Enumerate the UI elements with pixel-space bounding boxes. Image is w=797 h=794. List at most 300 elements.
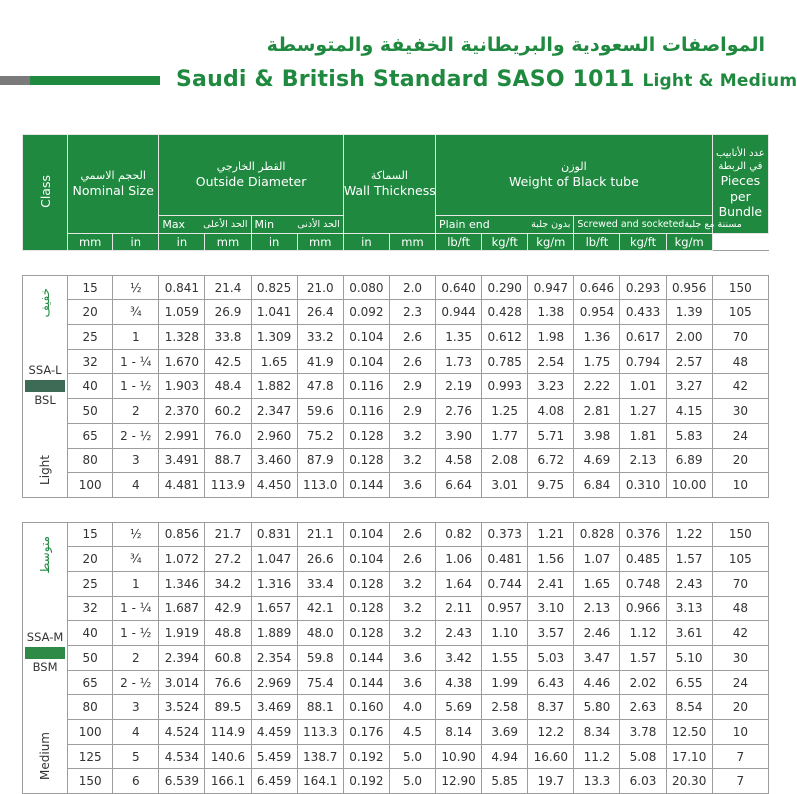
table-cell: ½ (113, 522, 159, 547)
table-cell: 70 (712, 571, 768, 596)
table-cell: 3.491 (159, 448, 205, 473)
table-cell: 60.8 (205, 646, 251, 671)
table-cell: 2.969 (251, 670, 297, 695)
table-cell: 0.966 (620, 596, 666, 621)
table-cell: 47.8 (297, 374, 343, 399)
table-cell: 1.687 (159, 596, 205, 621)
table-cell: 2.991 (159, 423, 205, 448)
table-cell: 6.55 (666, 670, 712, 695)
table-cell: 48 (712, 596, 768, 621)
table-cell: 3.469 (251, 695, 297, 720)
table-cell: 3 (113, 448, 159, 473)
unit-header: mm (68, 234, 113, 251)
table-cell: 2.57 (666, 349, 712, 374)
table-cell: 0.794 (620, 349, 666, 374)
table-cell: 42 (712, 621, 768, 646)
table-cell: 42 (712, 374, 768, 399)
table-cell: 0.748 (620, 571, 666, 596)
table-row (23, 695, 769, 720)
table-cell: 3.524 (159, 695, 205, 720)
table-cell: 100 (68, 473, 113, 498)
table-cell: 65 (68, 670, 113, 695)
unit-header: in (113, 234, 159, 251)
table-cell: 10 (712, 720, 768, 745)
table-cell: 12.90 (436, 769, 482, 794)
table-cell: 1.047 (251, 547, 297, 572)
table-cell: 2 - ½ (113, 670, 159, 695)
table-cell: 0.954 (574, 300, 620, 325)
table-cell: 0.82 (436, 522, 482, 547)
table-cell: 1.35 (436, 325, 482, 350)
table-cell: 30 (712, 399, 768, 424)
table-cell: 0.080 (343, 275, 389, 300)
table-cell: 1.882 (251, 374, 297, 399)
table-cell: 1.903 (159, 374, 205, 399)
table-cell: 48.0 (297, 621, 343, 646)
table-cell: 0.116 (343, 399, 389, 424)
table-cell: 9.75 (528, 473, 574, 498)
table-cell: 1.36 (574, 325, 620, 350)
table-cell: 2.347 (251, 399, 297, 424)
table-header (23, 135, 769, 251)
table-cell: 1.75 (574, 349, 620, 374)
medium-standard-top: SSA-M (26, 629, 64, 644)
title-english-sub: Light & Medium (642, 71, 797, 91)
table-cell: 2.08 (482, 448, 528, 473)
table-cell: 0.092 (343, 300, 389, 325)
table-cell: 5.459 (251, 744, 297, 769)
table-cell: 4.69 (574, 448, 620, 473)
medium-class-english: Medium (38, 732, 53, 781)
table-cell: 1.21 (528, 522, 574, 547)
table-cell: 4.08 (528, 399, 574, 424)
table-cell: 0.956 (666, 275, 712, 300)
table-cell: 5 (113, 744, 159, 769)
table-cell: 0.428 (482, 300, 528, 325)
table-cell: 6.64 (436, 473, 482, 498)
table-cell: 88.1 (297, 695, 343, 720)
weight-header: الوزن Weight of Black tube (436, 135, 713, 216)
table-cell: 1.38 (528, 300, 574, 325)
table-cell: 0.828 (574, 522, 620, 547)
table-cell: 114.9 (205, 720, 251, 745)
table-cell: 26.4 (297, 300, 343, 325)
table-cell: 1.059 (159, 300, 205, 325)
unit-header: in (251, 234, 297, 251)
light-standard-top: SSA-L (28, 363, 62, 378)
table-cell: 42.9 (205, 596, 251, 621)
table-cell: 2.3 (389, 300, 435, 325)
table-cell: 2.58 (482, 695, 528, 720)
table-cell: 15 (68, 522, 113, 547)
table-cell: 0.104 (343, 547, 389, 572)
table-cell: 2.02 (620, 670, 666, 695)
light-class-cell (23, 275, 68, 497)
table-cell: 3.61 (666, 621, 712, 646)
table-cell: 1.10 (482, 621, 528, 646)
table-cell: 2.354 (251, 646, 297, 671)
table-cell: 20 (68, 547, 113, 572)
table-cell: 0.856 (159, 522, 205, 547)
unit-header: lb/ft (436, 234, 482, 251)
table-cell: 0.373 (482, 522, 528, 547)
table-row (23, 473, 769, 498)
table-cell: 150 (68, 769, 113, 794)
table-cell: 1.041 (251, 300, 297, 325)
table-cell: ¾ (113, 547, 159, 572)
table-cell: 15 (68, 275, 113, 300)
table-cell: 1.99 (482, 670, 528, 695)
min-header: Min الحد الأدنى (251, 216, 343, 234)
table-cell: 19.7 (528, 769, 574, 794)
table-row (23, 769, 769, 794)
table-cell: 0.104 (343, 349, 389, 374)
table-cell: 10.90 (436, 744, 482, 769)
table-cell: 88.7 (205, 448, 251, 473)
table-cell: 10 (712, 473, 768, 498)
table-cell: 21.4 (205, 275, 251, 300)
table-cell: 59.6 (297, 399, 343, 424)
table-cell: 1 - ¼ (113, 349, 159, 374)
table-row (23, 423, 769, 448)
table-cell: 89.5 (205, 695, 251, 720)
table-cell: 4.534 (159, 744, 205, 769)
table-cell: 0.481 (482, 547, 528, 572)
table-cell: 2.6 (389, 325, 435, 350)
table-cell: 2.6 (389, 522, 435, 547)
table-cell: 75.4 (297, 670, 343, 695)
table-cell: 6.72 (528, 448, 574, 473)
table-cell: 40 (68, 621, 113, 646)
table-cell: 0.376 (620, 522, 666, 547)
unit-header: in (343, 234, 389, 251)
table-cell: 0.290 (482, 275, 528, 300)
table-cell: 113.3 (297, 720, 343, 745)
light-standard-bottom: BSL (34, 393, 56, 408)
medium-standard (25, 631, 65, 675)
table-cell: 1.346 (159, 571, 205, 596)
table-cell: 4.459 (251, 720, 297, 745)
title-bar-gray (0, 76, 30, 85)
table-cell: 3 (113, 695, 159, 720)
table-cell: 65 (68, 423, 113, 448)
table-cell: 12.50 (666, 720, 712, 745)
table-cell: 20.30 (666, 769, 712, 794)
table-cell: 17.10 (666, 744, 712, 769)
table-cell: 1.57 (666, 547, 712, 572)
specification-table (22, 134, 769, 794)
table-row (23, 325, 769, 350)
table-row (23, 547, 769, 572)
spacer-row (23, 497, 769, 522)
table-cell: 4.450 (251, 473, 297, 498)
table-cell: 1.919 (159, 621, 205, 646)
table-cell: 1.670 (159, 349, 205, 374)
table-cell: 5.85 (482, 769, 528, 794)
table-cell: 5.71 (528, 423, 574, 448)
class-header: Class (23, 135, 68, 251)
table-cell: 1.657 (251, 596, 297, 621)
table-cell: 33.4 (297, 571, 343, 596)
table-cell: 5.03 (528, 646, 574, 671)
table-cell: 1.01 (620, 374, 666, 399)
table-cell: 2 (113, 399, 159, 424)
table-cell: 5.69 (436, 695, 482, 720)
table-cell: 7 (712, 744, 768, 769)
unit-header: mm (297, 234, 343, 251)
table-cell: 76.0 (205, 423, 251, 448)
unit-header: kg/m (666, 234, 712, 251)
medium-swatch (25, 647, 65, 659)
table-cell: 0.825 (251, 275, 297, 300)
table-cell: 0.192 (343, 769, 389, 794)
table-row (23, 720, 769, 745)
table-cell: 76.6 (205, 670, 251, 695)
table-cell: 80 (68, 448, 113, 473)
table-cell: 30 (712, 646, 768, 671)
table-cell: 0.831 (251, 522, 297, 547)
table-row (23, 744, 769, 769)
table-cell: 48.4 (205, 374, 251, 399)
unit-header: in (159, 234, 205, 251)
table-cell: 2.43 (666, 571, 712, 596)
table-cell: 4.481 (159, 473, 205, 498)
table-cell: 1.39 (666, 300, 712, 325)
table-cell: 4.5 (389, 720, 435, 745)
table-cell: ¾ (113, 300, 159, 325)
table-cell: 8.37 (528, 695, 574, 720)
table-cell: 1.56 (528, 547, 574, 572)
table-cell: 1.98 (528, 325, 574, 350)
medium-class-arabic: متوسط (38, 535, 53, 574)
table-cell: 3.69 (482, 720, 528, 745)
table-cell: 1.072 (159, 547, 205, 572)
title-english (176, 67, 797, 92)
table-row (23, 349, 769, 374)
table-cell: 0.957 (482, 596, 528, 621)
table-cell: 3.23 (528, 374, 574, 399)
table-cell: 1.55 (482, 646, 528, 671)
table-cell: 3.42 (436, 646, 482, 671)
table-cell: 50 (68, 399, 113, 424)
unit-row (23, 234, 769, 251)
table-cell: 4.524 (159, 720, 205, 745)
table-cell: 50 (68, 646, 113, 671)
table-cell: 34.2 (205, 571, 251, 596)
table-cell: 2.6 (389, 349, 435, 374)
spacer-row (23, 251, 769, 276)
table-cell: 1.81 (620, 423, 666, 448)
table-cell: 10.00 (666, 473, 712, 498)
table-cell: 1.06 (436, 547, 482, 572)
table-cell: 2.9 (389, 399, 435, 424)
light-standard (25, 364, 65, 408)
table-cell: 3.98 (574, 423, 620, 448)
table-row (23, 300, 769, 325)
table-row (23, 646, 769, 671)
table-row (23, 522, 769, 547)
table-cell: 1.22 (666, 522, 712, 547)
table-cell: 0.612 (482, 325, 528, 350)
table-row (23, 399, 769, 424)
table-cell: 166.1 (205, 769, 251, 794)
table-cell: 25 (68, 325, 113, 350)
table-cell: 4.38 (436, 670, 482, 695)
table-cell: 3.6 (389, 473, 435, 498)
table-cell: 3.10 (528, 596, 574, 621)
table-cell: ½ (113, 275, 159, 300)
table-cell: 20 (712, 695, 768, 720)
table-cell: 6.43 (528, 670, 574, 695)
table-cell: 4.15 (666, 399, 712, 424)
table-cell: 150 (712, 522, 768, 547)
table-cell: 5.0 (389, 769, 435, 794)
table-cell: 1 (113, 571, 159, 596)
table-cell: 0.116 (343, 374, 389, 399)
table-cell: 0.293 (620, 275, 666, 300)
table-cell: 3.90 (436, 423, 482, 448)
table-cell: 8.54 (666, 695, 712, 720)
table-cell: 21.7 (205, 522, 251, 547)
table-cell: 3.2 (389, 571, 435, 596)
medium-standard-bottom: BSM (32, 659, 58, 674)
table-cell: 48 (712, 349, 768, 374)
table-cell: 105 (712, 300, 768, 325)
table-body (23, 251, 769, 794)
table-cell: 1.77 (482, 423, 528, 448)
table-cell: 105 (712, 547, 768, 572)
table-cell: 0.192 (343, 744, 389, 769)
table-cell: 2.13 (574, 596, 620, 621)
unit-header: kg/ft (482, 234, 528, 251)
table-cell: 138.7 (297, 744, 343, 769)
table-cell: 0.176 (343, 720, 389, 745)
table-cell: 2.81 (574, 399, 620, 424)
table-cell: 75.2 (297, 423, 343, 448)
wall-thickness-header: السماكة Wall Thickness (343, 135, 435, 234)
table-cell: 125 (68, 744, 113, 769)
table-cell: 3.78 (620, 720, 666, 745)
table-cell: 0.617 (620, 325, 666, 350)
table-row (23, 374, 769, 399)
title-bar-green (30, 76, 160, 85)
light-class-arabic: خفيف (38, 287, 53, 318)
table-cell: 3.2 (389, 596, 435, 621)
table-cell: 33.8 (205, 325, 251, 350)
table-cell: 0.785 (482, 349, 528, 374)
table-cell: 1.316 (251, 571, 297, 596)
table-cell: 1.25 (482, 399, 528, 424)
table-cell: 2.394 (159, 646, 205, 671)
table-cell: 6.89 (666, 448, 712, 473)
table-cell: 1.65 (574, 571, 620, 596)
table-cell: 0.104 (343, 522, 389, 547)
table-row (23, 670, 769, 695)
nominal-size-header: الحجم الاسمي Nominal Size (68, 135, 159, 234)
table-cell: 13.3 (574, 769, 620, 794)
table-cell: 2.960 (251, 423, 297, 448)
table-cell: 27.2 (205, 547, 251, 572)
table-cell: 2 - ½ (113, 423, 159, 448)
table-cell: 113.9 (205, 473, 251, 498)
table-cell: 16.60 (528, 744, 574, 769)
table-cell: 0.646 (574, 275, 620, 300)
max-header: Max الحد الأعلى (159, 216, 251, 234)
table-cell: 2.63 (620, 695, 666, 720)
table-cell: 3.014 (159, 670, 205, 695)
light-swatch (25, 380, 65, 392)
table-cell: 2.9 (389, 374, 435, 399)
table-cell: 12.2 (528, 720, 574, 745)
table-cell: 80 (68, 695, 113, 720)
table-cell: 32 (68, 596, 113, 621)
title-arabic: المواصفات السعودية والبريطانية الخفيفة والمتوسطة (266, 34, 765, 56)
table-cell: 32 (68, 349, 113, 374)
table-cell: 100 (68, 720, 113, 745)
table-cell: 1 - ½ (113, 374, 159, 399)
table-cell: 1.73 (436, 349, 482, 374)
table-cell: 3.2 (389, 448, 435, 473)
table-cell: 3.57 (528, 621, 574, 646)
unit-header: lb/ft (574, 234, 620, 251)
table-cell: 21.0 (297, 275, 343, 300)
table-cell: 3.2 (389, 423, 435, 448)
table-cell: 5.08 (620, 744, 666, 769)
table-cell: 59.8 (297, 646, 343, 671)
table-row (23, 621, 769, 646)
table-cell: 5.80 (574, 695, 620, 720)
table-cell: 4 (113, 720, 159, 745)
table-cell: 6.84 (574, 473, 620, 498)
table-cell: 1.64 (436, 571, 482, 596)
table-cell: 1.65 (251, 349, 297, 374)
unit-header: mm (205, 234, 251, 251)
table-cell: 26.9 (205, 300, 251, 325)
table-cell: 1.12 (620, 621, 666, 646)
unit-header: kg/ft (620, 234, 666, 251)
table-cell: 4.58 (436, 448, 482, 473)
table-cell: 0.160 (343, 695, 389, 720)
table-cell: 3.6 (389, 670, 435, 695)
table-cell: 4.46 (574, 670, 620, 695)
table-cell: 1.309 (251, 325, 297, 350)
table-cell: 0.433 (620, 300, 666, 325)
table-row (23, 275, 769, 300)
table-cell: 164.1 (297, 769, 343, 794)
table-cell: 24 (712, 423, 768, 448)
table-cell: 3.01 (482, 473, 528, 498)
table-cell: 1 - ¼ (113, 596, 159, 621)
table-cell: 41.9 (297, 349, 343, 374)
table-cell: 25 (68, 571, 113, 596)
table-cell: 21.1 (297, 522, 343, 547)
table-cell: 0.128 (343, 596, 389, 621)
table-cell: 1.328 (159, 325, 205, 350)
table-cell: 6.03 (620, 769, 666, 794)
table-cell: 2.13 (620, 448, 666, 473)
table-cell: 1 - ½ (113, 621, 159, 646)
table-row (23, 596, 769, 621)
table-cell: 33.2 (297, 325, 343, 350)
table-cell: 3.460 (251, 448, 297, 473)
table-cell: 5.10 (666, 646, 712, 671)
table-cell: 0.128 (343, 423, 389, 448)
table-cell: 4.94 (482, 744, 528, 769)
table-cell: 48.8 (205, 621, 251, 646)
table-cell: 2.6 (389, 547, 435, 572)
table-cell: 2.41 (528, 571, 574, 596)
unit-header: mm (389, 234, 435, 251)
